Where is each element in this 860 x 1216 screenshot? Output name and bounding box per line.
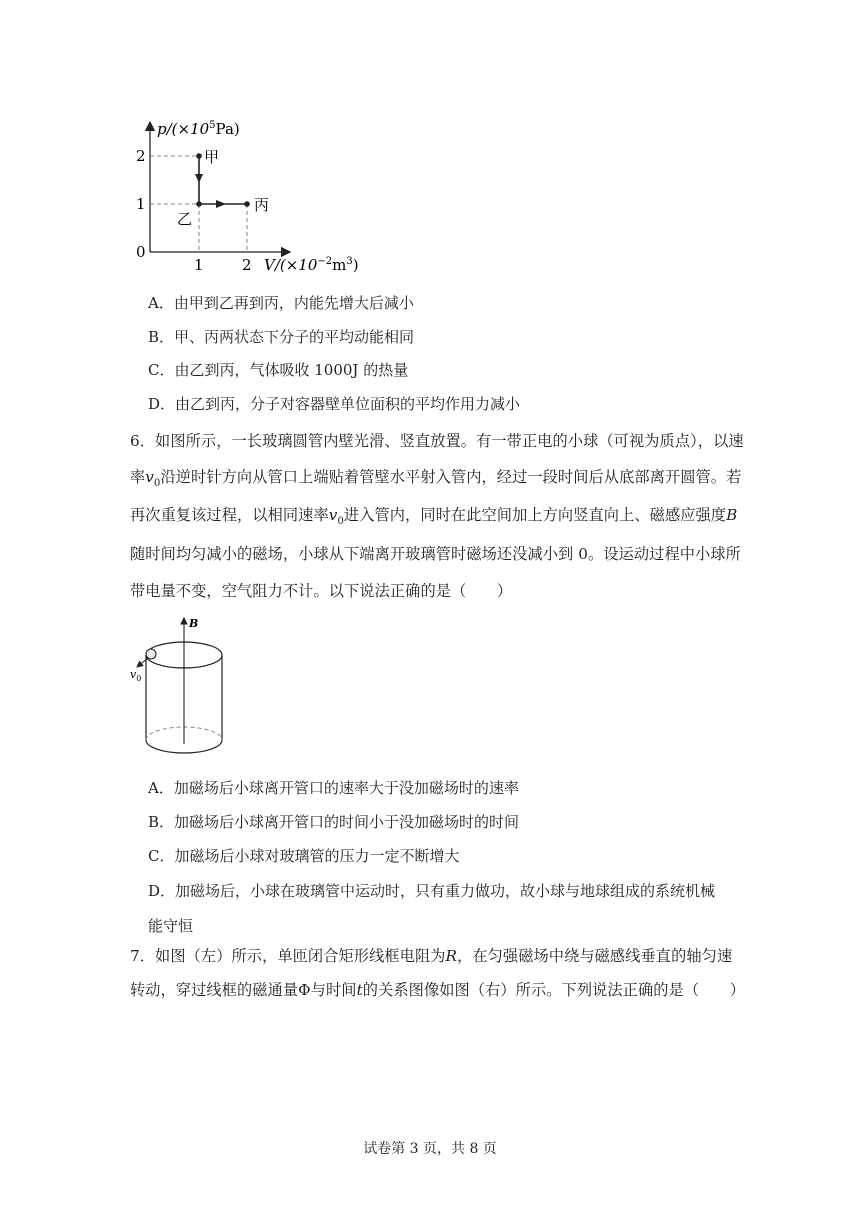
cylinder-figure: [128, 612, 238, 767]
q5-option-c[interactable]: C．由乙到丙，气体吸收 1000J 的热量: [148, 361, 409, 379]
q6-option-a[interactable]: A．加磁场后小球离开管口的速率大于没加磁场时的速率: [148, 779, 519, 797]
y-tick-2: 2: [136, 147, 146, 165]
ball: [146, 649, 156, 659]
state-yi-label: 乙: [177, 210, 193, 228]
q6-line-4: 随时间均匀减小的磁场，小球从下端离开玻璃管时磁场还没减小到 0。设运动过程中小球所: [130, 545, 741, 563]
pv-diagram: [130, 112, 370, 282]
state-yi-point: [196, 201, 202, 207]
velocity-label: $v_0$: [130, 668, 142, 683]
state-bing-point: [244, 201, 250, 207]
x-tick-2: 2: [242, 256, 252, 274]
x-tick-1: 1: [194, 256, 204, 274]
origin-label: 0: [136, 243, 146, 261]
arrow-right: [216, 200, 226, 208]
q7-line-1: 7．如图（左）所示，单匝闭合矩形线框电阻为R，在匀强磁场中绕与磁感线垂直的轴匀速: [130, 947, 733, 965]
state-bing-label: 丙: [254, 196, 270, 214]
q6-option-d[interactable]: D．加磁场后，小球在玻璃管中运动时，只有重力做功，故小球与地球组成的系统机械: [148, 882, 716, 900]
arrow-down: [195, 174, 203, 183]
x-axis-label: $V/(\times 10^{-2}m^3)$: [264, 256, 359, 274]
q6-option-d-cont: 能守恒: [148, 917, 194, 935]
y-axis-label: $p/(\times 10^5Pa)$: [157, 120, 240, 138]
q6-line-2: 率$v_0$沿逆时针方向从管口上端贴着管壁水平射入管内，经过一段时间后从底部离开圆管。若: [130, 468, 742, 490]
b-field-label: B: [189, 617, 199, 630]
q5-option-a[interactable]: A．由甲到乙再到丙，内能先增大后减小: [148, 294, 414, 312]
q6-line-3: 再次重复该过程，以相同速率$v_0$进入管内，同时在此空间加上方向竖直向上、磁感应强度B: [130, 506, 738, 528]
q5-option-b[interactable]: B．甲、丙两状态下分子的平均动能相同: [148, 328, 415, 346]
q6-option-b[interactable]: B．加磁场后小球离开管口的时间小于没加磁场时的时间: [148, 813, 520, 831]
page-footer: 试卷第 3 页，共 8 页: [363, 1141, 497, 1157]
y-tick-1: 1: [136, 195, 146, 213]
state-jia-point: [196, 153, 202, 159]
state-jia-label: 甲: [204, 148, 220, 166]
q6-line-1: 6．如图所示，一长玻璃圆管内壁光滑、竖直放置。有一带正电的小球（可视为质点），以速: [130, 432, 744, 450]
q6-line-5: 带电量不变，空气阻力不计。以下说法正确的是（ ）: [130, 582, 513, 600]
q7-line-2: 转动，穿过线框的磁通量Φ与时间t的关系图像如图（右）所示。下列说法正确的是（ ）: [130, 981, 745, 999]
q6-option-c[interactable]: C．加磁场后小球对玻璃管的压力一定不断增大: [148, 847, 460, 865]
q5-option-d[interactable]: D．由乙到丙，分子对容器壁单位面积的平均作用力减小: [148, 395, 521, 413]
